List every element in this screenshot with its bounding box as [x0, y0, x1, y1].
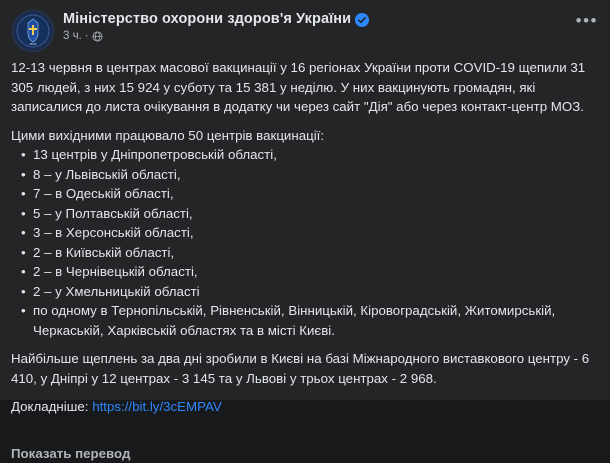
post-options-button[interactable]: ••• — [575, 11, 598, 30]
globe-icon — [92, 31, 103, 42]
translate-row — [0, 436, 610, 463]
post-external-link[interactable]: https://bit.ly/3cEMPAV — [92, 399, 222, 414]
post-body — [0, 56, 610, 426]
post-timestamp[interactable]: 3 ч. — [63, 30, 82, 42]
list-item: • по одному в Тернопільській, Рівненській, Вінницькій, Кіровоградській, Житомирській, Черкаській, Харківській областях та в місті Києві. — [11, 301, 599, 340]
page-name[interactable]: Міністерство охорони здоров'я України — [63, 11, 352, 27]
more-details-label: Докладніше: — [11, 399, 93, 414]
meta-separator: · — [84, 30, 89, 42]
post-paragraph-1: 12-13 червня в центрах масової вакцинації у 16 регіонах України проти COVID-19 щепили 31 305 людей, з них 15 924 у суботу та 15 381 у неділю. У них вакцинують громадян, які записалися до листа очікування в додатку чи через сайт "Дія" або через контакт-центр МОЗ. — [11, 60, 586, 114]
post-header-text — [63, 10, 369, 42]
list-item: • 2 – в Чернівецькій області, — [11, 262, 599, 282]
list-item: • 8 – у Львівській області, — [11, 165, 599, 185]
list-item: • 3 – в Херсонській області, — [11, 223, 599, 243]
post-paragraph-2: Цими вихідними працювало 50 центрів вакцинації: — [11, 127, 325, 143]
verified-badge-icon — [355, 13, 369, 27]
list-item: • 7 – в Одеській області, — [11, 184, 599, 204]
vaccination-centers-list — [11, 145, 599, 340]
list-item: • 2 – в Київській області, — [11, 243, 599, 263]
show-translation-button[interactable]: Показать перевод — [11, 445, 131, 461]
author-row — [63, 11, 369, 28]
list-item: • 5 – у Полтавській області, — [11, 204, 599, 224]
svg-text:МОЗ: МОЗ — [29, 42, 37, 46]
list-item: • 13 центрів у Дніпропетровській області, — [11, 145, 599, 165]
avatar[interactable] — [12, 10, 54, 52]
moz-ukraine-emblem-icon — [16, 14, 50, 48]
post-paragraph-3: Найбільше щеплень за два дні зробили в Києві на базі Міжнародного виставкового центру - 6 410, у Дніпрі у 12 центрах - 3 145 та у Львові у трьох центрах - 2 968. — [11, 351, 590, 386]
post-header — [0, 0, 610, 56]
list-item: • 2 – у Хмельницькій області — [11, 282, 599, 302]
post-meta — [63, 30, 369, 42]
